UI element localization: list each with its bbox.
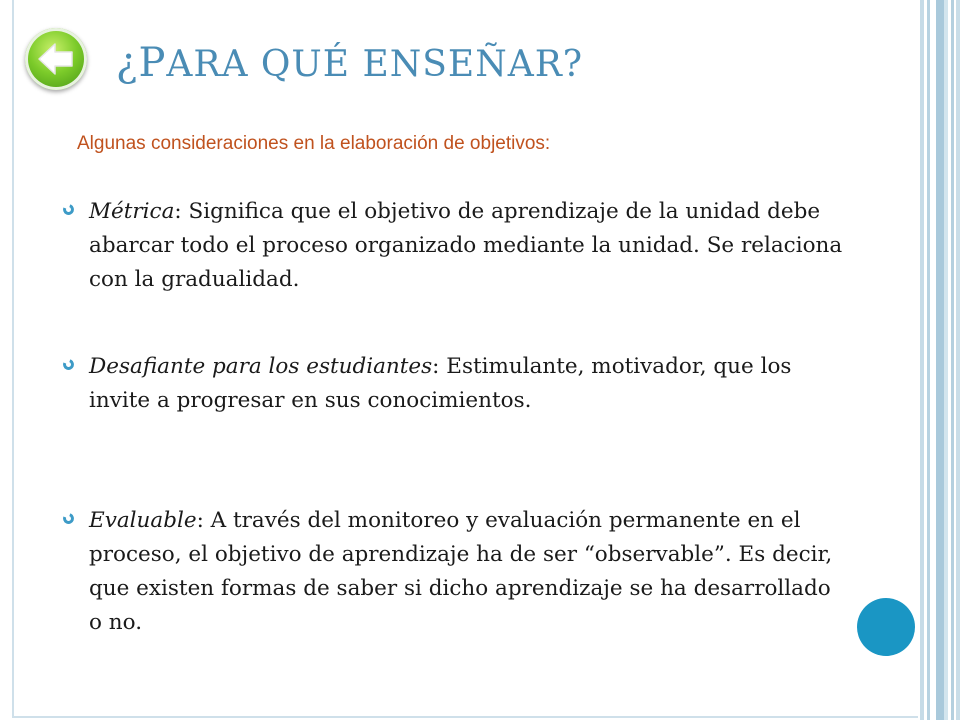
bullet-text bbox=[89, 350, 843, 418]
bullet-term: Evaluable bbox=[89, 508, 197, 533]
subtitle: Algunas consideraciones en la elaboración de objetivos: bbox=[77, 133, 551, 154]
title-initial: ¿P bbox=[116, 40, 167, 86]
decorative-stripes bbox=[918, 0, 960, 720]
decorative-blue-circle bbox=[857, 598, 915, 656]
bullet-item-desafiante bbox=[63, 350, 843, 418]
page-title bbox=[116, 40, 583, 86]
title-rest: ARA QUÉ ENSEÑAR? bbox=[166, 44, 584, 85]
back-arrow-icon bbox=[37, 41, 75, 77]
bullet-description: : Estimulante, motivador, que los invite a progresar en sus conocimientos. bbox=[89, 354, 792, 413]
bullet-text bbox=[89, 195, 843, 297]
bullet-term: Desafiante para los estudiantes bbox=[89, 354, 433, 379]
bullet-description: : Significa que el objetivo de aprendizaje de la unidad debe abarcar todo el proceso organizado mediante la unidad. Se relaciona con la gradualidad. bbox=[89, 199, 843, 292]
bullet-item-evaluable bbox=[63, 504, 843, 640]
back-button[interactable] bbox=[25, 28, 87, 90]
circle-bullet-icon bbox=[61, 202, 76, 217]
circle-bullet-icon bbox=[61, 511, 76, 526]
bullet-item-metrica bbox=[63, 195, 843, 297]
bullet-term: Métrica bbox=[89, 199, 175, 224]
circle-bullet-icon bbox=[61, 357, 76, 372]
bullet-text bbox=[89, 504, 843, 640]
bullet-description: : A través del monitoreo y evaluación permanente en el proceso, el objetivo de aprendizaje ha de ser “observable”. Es decir, que existen formas de saber si dicho aprendizaje se ha desarrollado o no. bbox=[89, 508, 833, 635]
